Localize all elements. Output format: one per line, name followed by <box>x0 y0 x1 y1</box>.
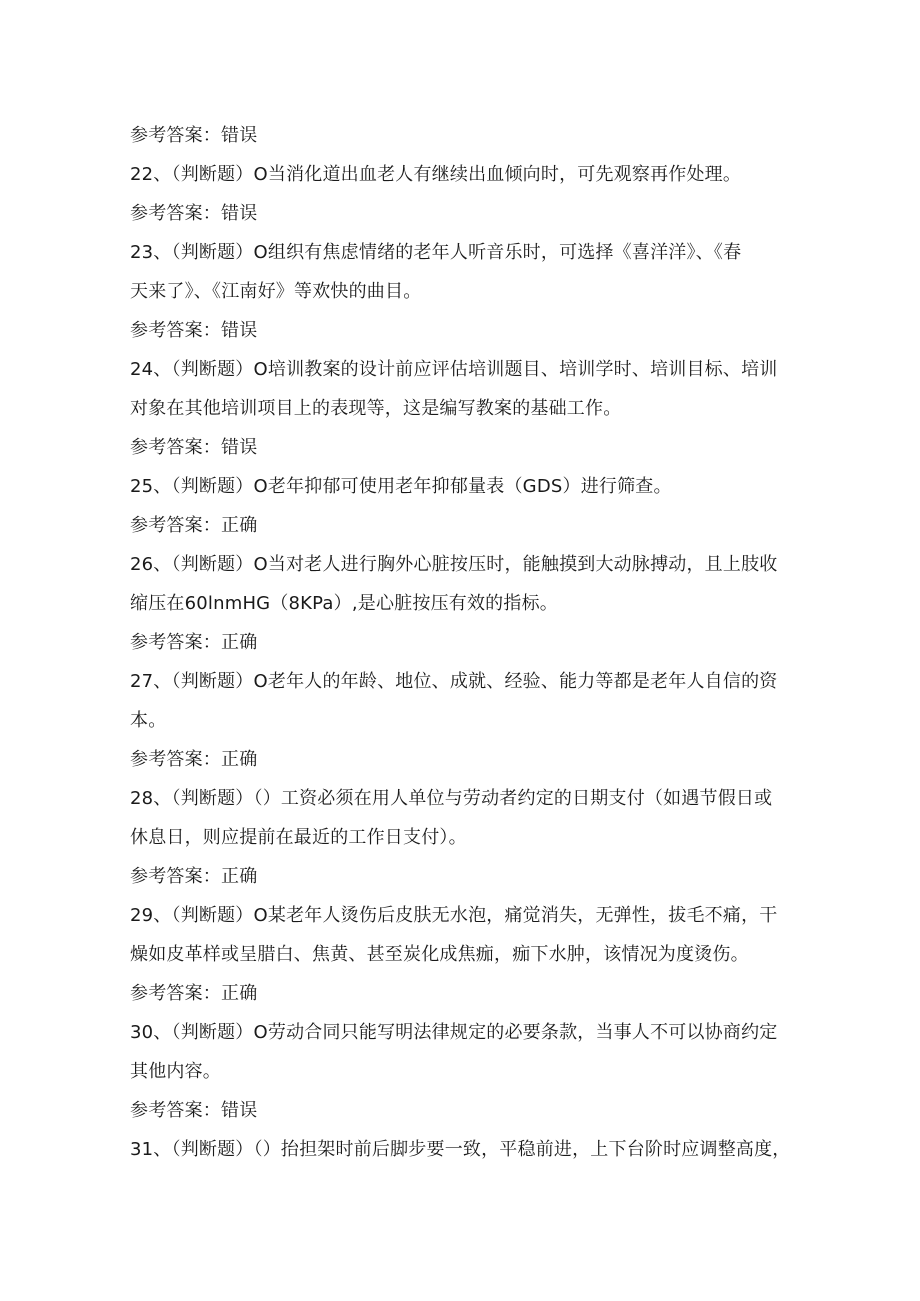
answer-line: 参考答案：正确 <box>130 632 258 653</box>
question-item <box>130 350 792 428</box>
question-line: 休息日，则应提前在最近的工作日支付）。 <box>130 827 467 848</box>
question-item <box>130 155 792 194</box>
answer-line: 参考答案：错误 <box>130 125 258 146</box>
question-item <box>130 233 792 311</box>
reference-answer <box>130 194 792 233</box>
question-line: 28、（判断题）（）工资必须在用人单位与劳动者约定的日期支付（如遇节假日或 <box>130 788 773 809</box>
question-item <box>130 1130 792 1169</box>
reference-answer <box>130 1091 792 1130</box>
answer-line: 参考答案：正确 <box>130 749 258 770</box>
reference-answer <box>130 857 792 896</box>
question-item <box>130 1013 792 1091</box>
question-item <box>130 662 792 740</box>
reference-answer <box>130 311 792 350</box>
answer-line: 参考答案：正确 <box>130 983 258 1004</box>
reference-answer <box>130 116 792 155</box>
question-line: 27、（判断题）O老年人的年龄、地位、成就、经验、能力等都是老年人自信的资 <box>130 671 778 692</box>
question-line: 23、（判断题）O组织有焦虑情绪的老年人听音乐时，可选择《喜洋洋》、《春 <box>130 242 742 263</box>
question-line: 26、（判断题）O当对老人进行胸外心脏按压时，能触摸到大动脉搏动，且上肢收 <box>130 554 778 575</box>
question-line: 30、（判断题）O劳动合同只能写明法律规定的必要条款，当事人不可以协商约定 <box>130 1022 778 1043</box>
question-line: 对象在其他培训项目上的表现等，这是编写教案的基础工作。 <box>130 398 622 419</box>
answer-line: 参考答案：错误 <box>130 1100 258 1121</box>
question-line: 25、（判断题）O老年抑郁可使用老年抑郁量表（GDS）进行筛查。 <box>130 476 672 497</box>
answer-line: 参考答案：错误 <box>130 437 258 458</box>
reference-answer <box>130 974 792 1013</box>
question-line: 22、（判断题）O当消化道出血老人有继续出血倾向时，可先观察再作处理。 <box>130 164 742 185</box>
reference-answer <box>130 740 792 779</box>
answer-line: 参考答案：错误 <box>130 320 258 341</box>
answer-line: 参考答案：正确 <box>130 866 258 887</box>
question-line: 本。 <box>130 710 167 731</box>
question-item <box>130 467 792 506</box>
document-content <box>130 116 792 1169</box>
answer-line: 参考答案：错误 <box>130 203 258 224</box>
reference-answer <box>130 506 792 545</box>
question-item <box>130 545 792 623</box>
reference-answer <box>130 428 792 467</box>
question-line: 29、（判断题）O某老年人烫伤后皮肤无水泡，痛觉消失，无弹性，拔毛不痛，干 <box>130 905 778 926</box>
question-line: 31、（判断题）（）抬担架时前后脚步要一致，平稳前进，上下台阶时应调整高度， <box>130 1139 791 1160</box>
question-line: 缩压在60lnmHG（8KPa）,是心脏按压有效的指标。 <box>130 593 558 614</box>
question-line: 天来了》、《江南好》等欢快的曲目。 <box>130 281 422 302</box>
reference-answer <box>130 623 792 662</box>
answer-line: 参考答案：正确 <box>130 515 258 536</box>
question-line: 燥如皮革样或呈腊白、焦黄、甚至炭化成焦痂，痂下水肿，该情况为度烫伤。 <box>130 944 749 965</box>
question-line: 其他内容。 <box>130 1061 221 1082</box>
question-line: 24、（判断题）O培训教案的设计前应评估培训题目、培训学时、培训目标、培训 <box>130 359 778 380</box>
question-item <box>130 779 792 857</box>
question-item <box>130 896 792 974</box>
